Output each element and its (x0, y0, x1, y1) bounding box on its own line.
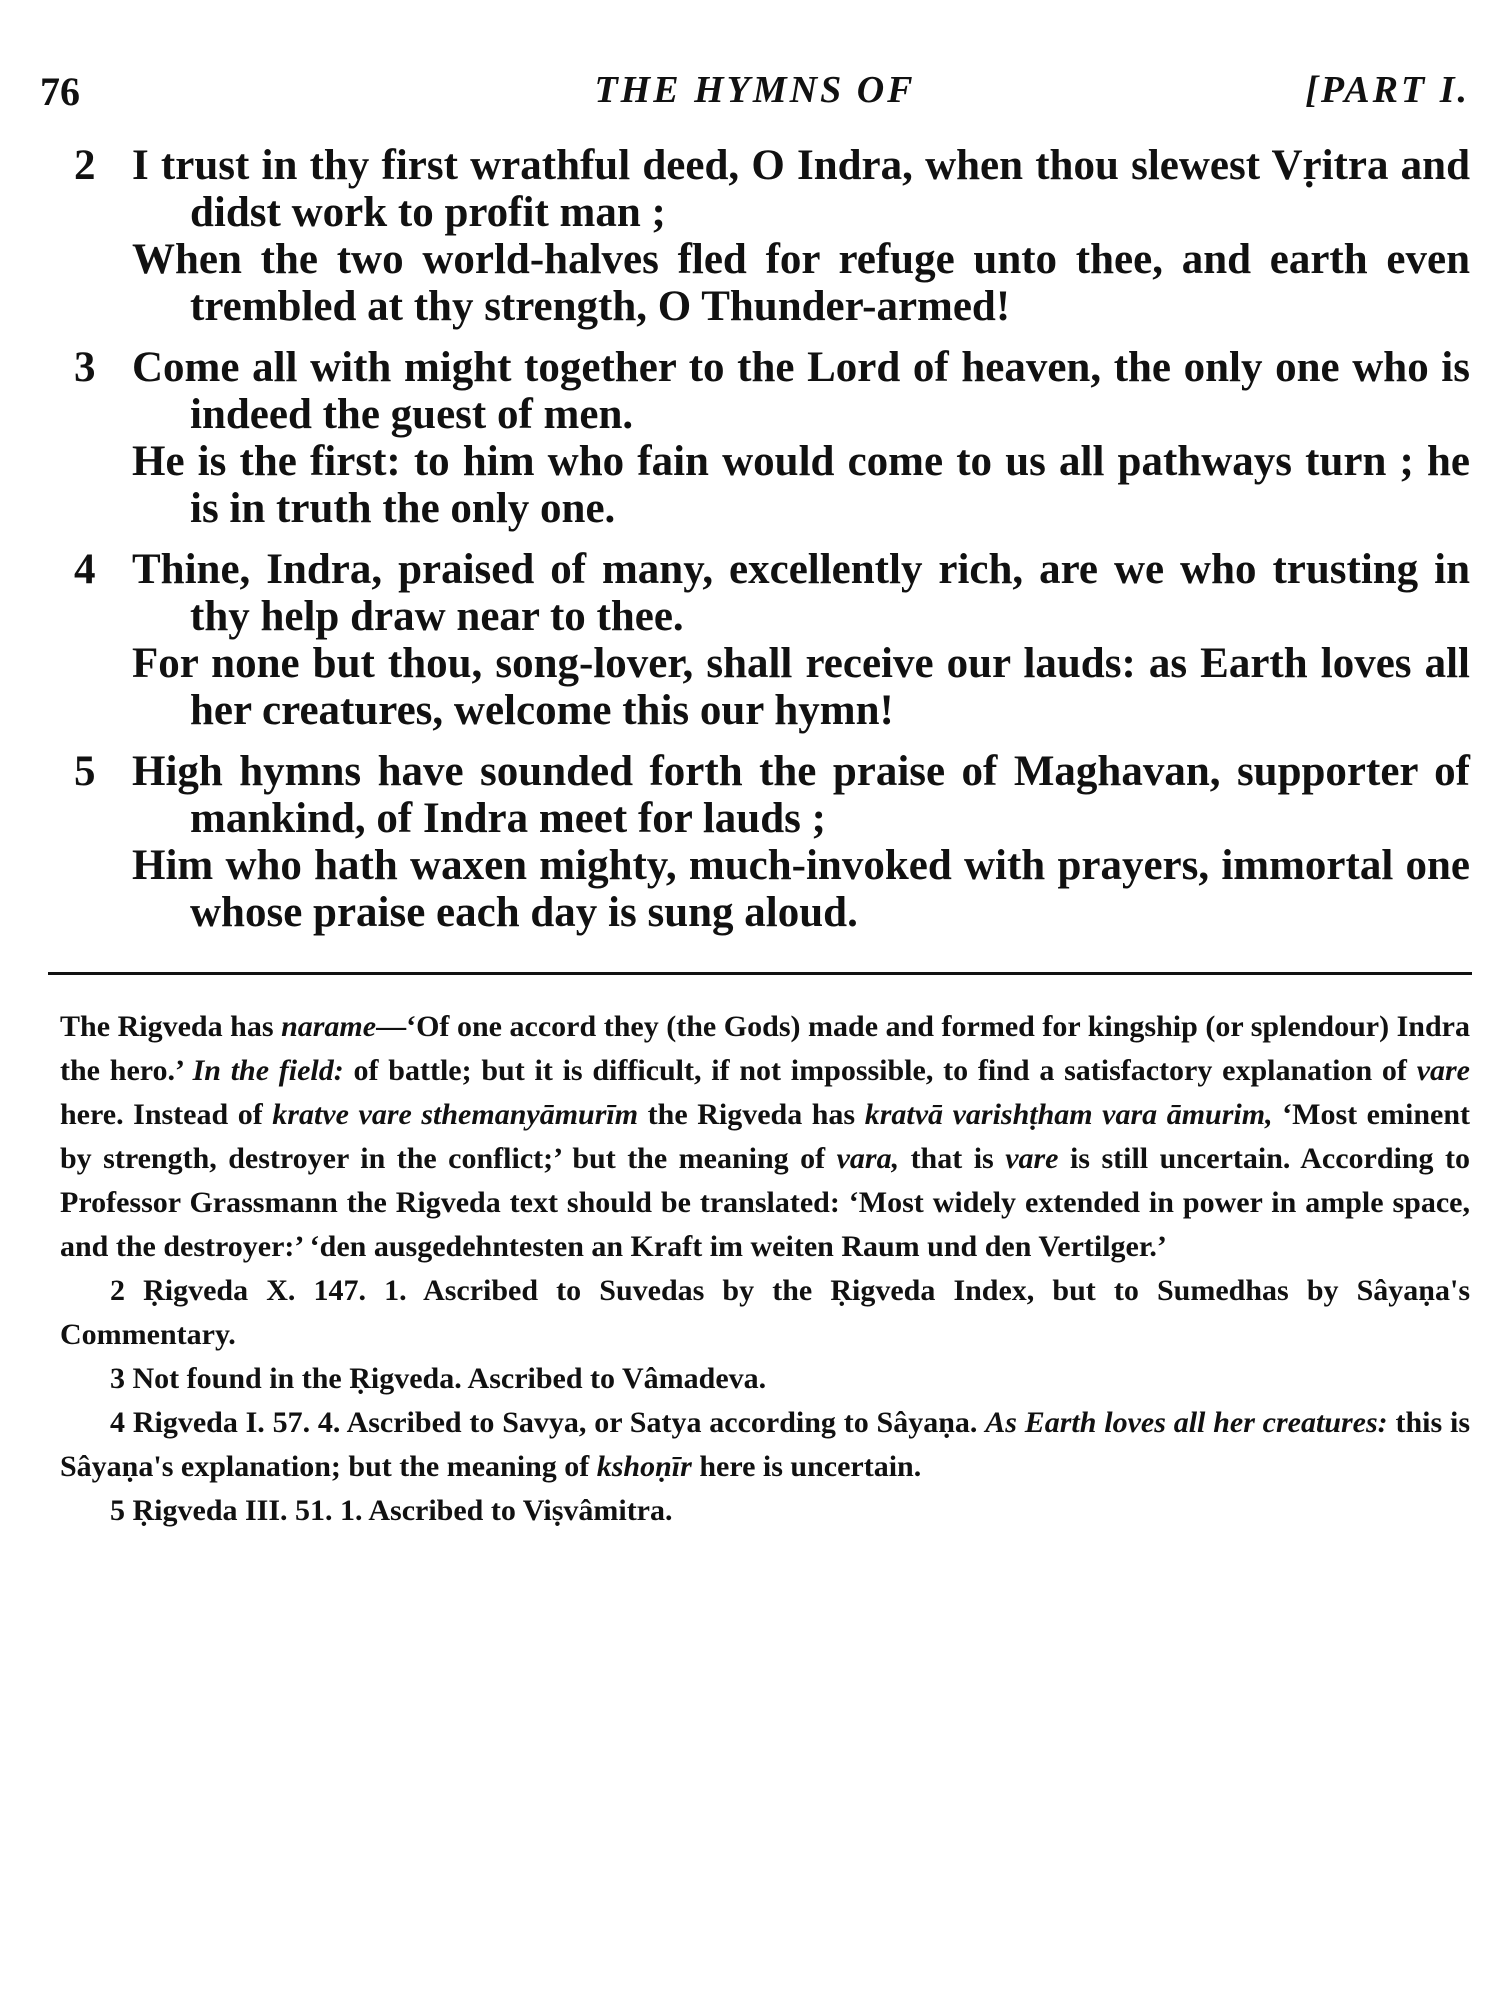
running-title: THE HYMNS OF (594, 69, 916, 111)
verse-number: 5 (74, 748, 96, 795)
footnote-3: 3 Not found in the Ṛigveda. Ascribed to Vâmadeva. (110, 1362, 767, 1395)
verse-4 (40, 546, 1470, 734)
verse-number: 4 (74, 546, 96, 593)
verse-first-line: High hymns have sounded forth the praise of Maghavan, supporter of mankind, of Indra meet for lauds ; (132, 748, 1470, 842)
verse-2 (40, 142, 1470, 330)
verse-3 (40, 344, 1470, 532)
footnote-2: 2 Ṛigveda X. 147. 1. Ascribed to Suvedas by the Ṛigveda Index, but to Sumedhas by Sâyaṇa's Commentary. (60, 1274, 1470, 1351)
running-head (40, 60, 1470, 120)
verse-first-line: Thine, Indra, praised of many, excellently rich, are we who trusting in thy help draw near to thee. (132, 546, 1470, 640)
book-page (40, 60, 1470, 1980)
footnote-5: 5 Ṛigveda III. 51. 1. Ascribed to Viṣvâmitra. (110, 1494, 673, 1527)
verse-second-line: Him who hath waxen mighty, much-invoked with prayers, immortal one whose praise each day is sung aloud. (132, 842, 1470, 936)
verse-first-line: I trust in thy first wrathful deed, O Indra, when thou slewest Vṛitra and didst work to profit man ; (132, 142, 1470, 236)
verse-number: 3 (74, 344, 96, 391)
hymn-verses (40, 142, 1470, 936)
verse-first-line: Come all with might together to the Lord of heaven, the only one who is indeed the guest of men. (132, 344, 1470, 438)
verse-number: 2 (74, 142, 96, 189)
page-number: 76 (40, 69, 80, 114)
verse-second-line: He is the first: to him who fain would come to us all pathways turn ; he is in truth the only one. (132, 438, 1470, 532)
part-label: [PART I. (1305, 69, 1470, 111)
footnote-divider (48, 972, 1472, 975)
verse-5 (40, 748, 1470, 936)
footnotes (40, 1005, 1470, 1533)
footnote-1: The Rigveda has narame—‘Of one accord they (the Gods) made and formed for kingship (or splendour) Indra the hero.’ In the field: of battle; but it is difficult, if not impossible, to find a satisfactory explanation of vare here. Instead of kratve vare sthemanyāmurīm the Rigveda has kratvā varishṭham vara āmurim, ‘Most eminent by strength, destroyer in the conflict;’ but the meaning of vara, that is vare is still uncertain. According to Professor Grassmann the Rigveda text should be translated: ‘Most widely extended in power in ample space, and the destroyer:’ ‘den ausgedehntesten an Kraft im weiten Raum und den Vertilger.’ (60, 1010, 1471, 1263)
verse-second-line: For none but thou, song-lover, shall receive our lauds: as Earth loves all her creatures, welcome this our hymn! (132, 640, 1470, 734)
verse-second-line: When the two world-halves fled for refuge unto thee, and earth even trembled at thy strength, O Thunder-armed! (132, 236, 1470, 330)
footnote-4: 4 Rigveda I. 57. 4. Ascribed to Savya, or Satya according to Sâyaṇa. As Earth loves all her creatures: this is Sâyaṇa's explanation; but the meaning of kshoṇīr here is uncertain. (60, 1406, 1470, 1483)
